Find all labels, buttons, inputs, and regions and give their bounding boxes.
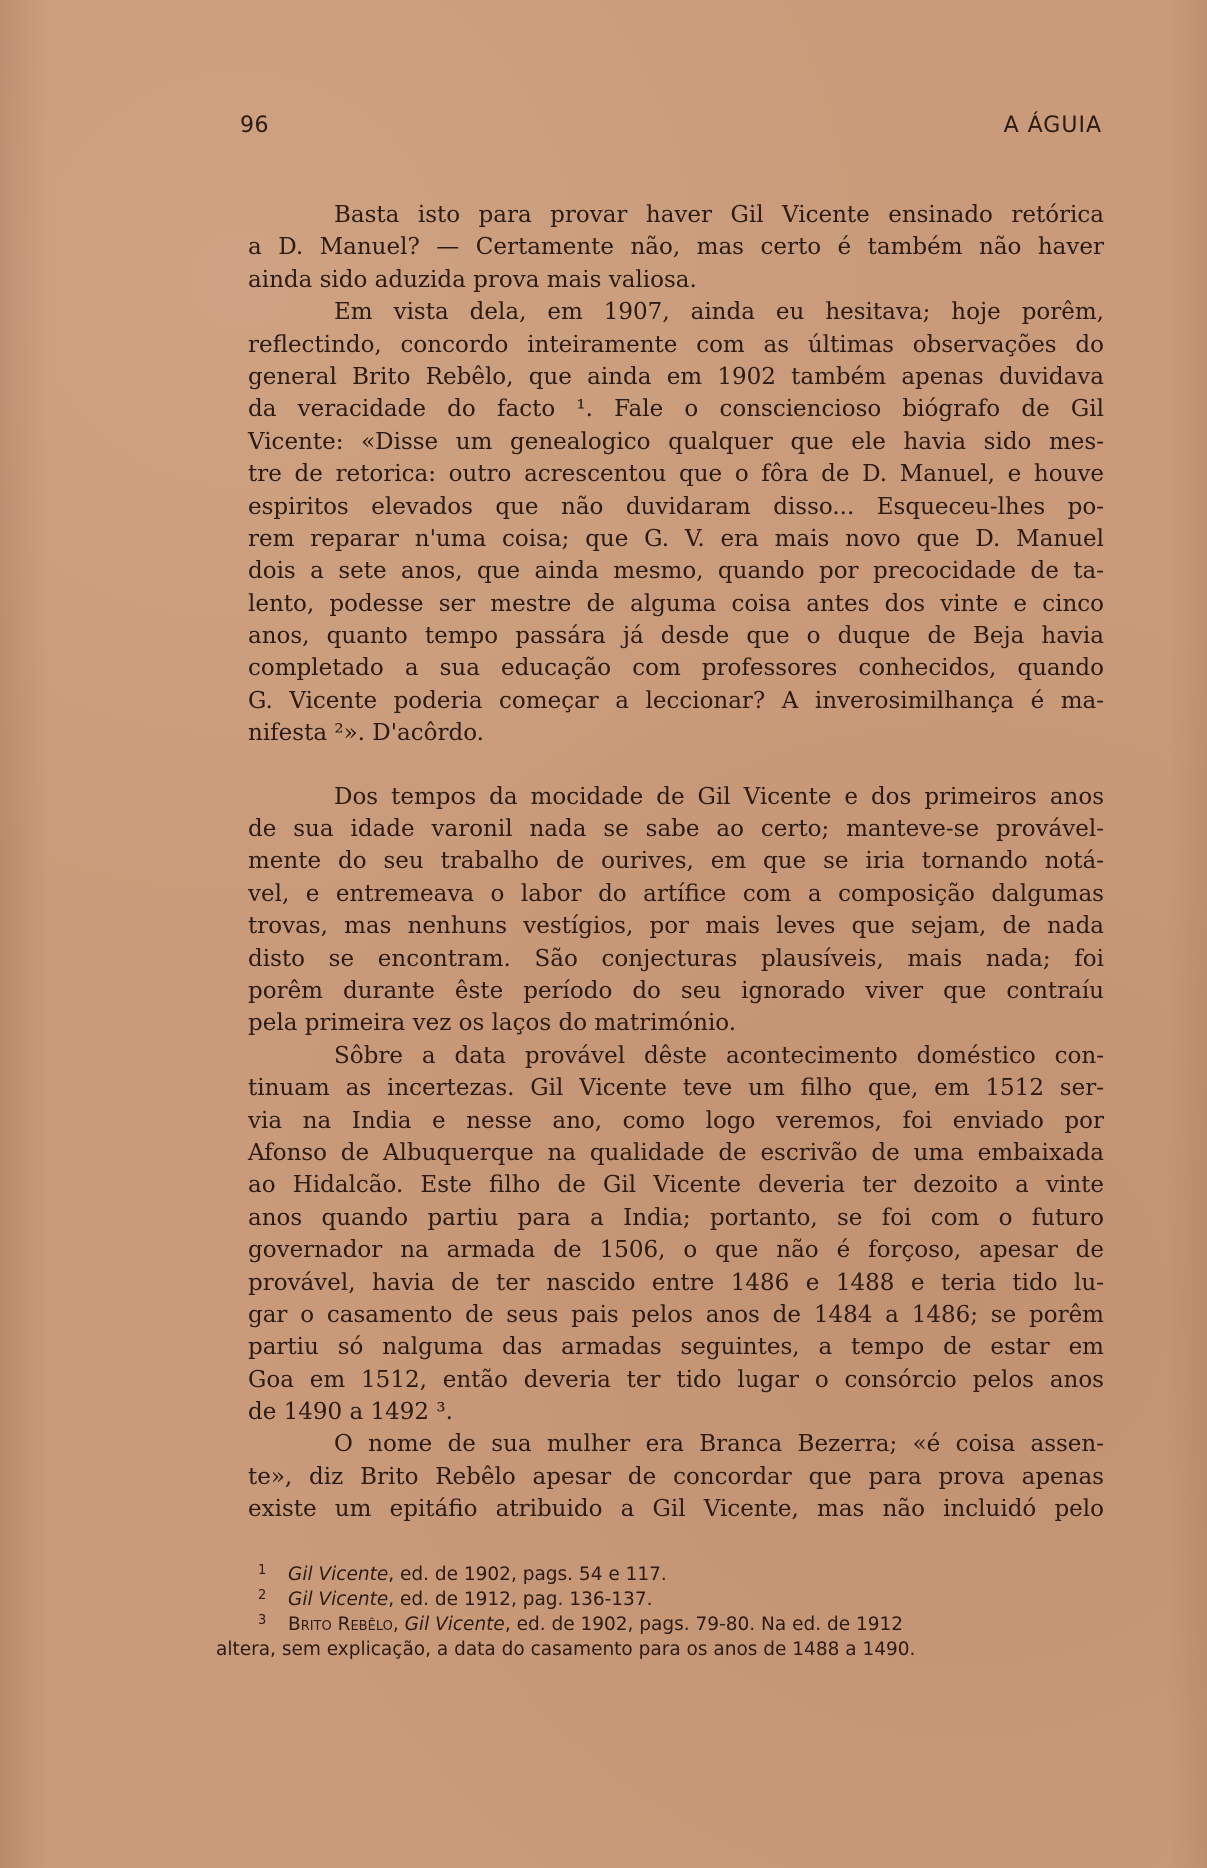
text-line: Dos tempos da mocidade de Gil Vicente e dos primeiros anos [334, 783, 1104, 810]
paragraph-gap [248, 750, 1104, 781]
footnote-title: Gil Vicente [288, 1564, 389, 1585]
text-line: pela primeira vez os laços do matrimónio. [248, 1010, 737, 1037]
text-line: O nome de sua mulher era Branca Bezerra; «é coisa assen- [334, 1431, 1104, 1458]
footnote-title: Gil Vicente [288, 1589, 389, 1610]
text-line: te», diz Brito Rebêlo apesar de concordar que para prova apenas [248, 1463, 1104, 1490]
text-line: anos quando partiu para a India; portanto, se foi com o futuro [248, 1204, 1104, 1231]
footnote-mark: 3 [258, 1613, 267, 1628]
text-line: existe um epitáfio atribuido a Gil Vicente, mas não incluidó pelo [248, 1496, 1104, 1523]
footnote-text: , ed. de 1902, pags. 79-80. Na ed. de 1912 [504, 1614, 904, 1635]
text-line: dois a sete anos, que ainda mesmo, quando por precocidade de ta- [248, 558, 1104, 585]
text-line: lento, podesse ser mestre de alguma coisa antes dos vinte e cinco [248, 590, 1104, 617]
text-line: governador na armada de 1506, o que não é forçoso, apesar de [248, 1237, 1104, 1264]
text-line: mente do seu trabalho de ourives, em que se iria tornando notá- [248, 848, 1104, 875]
text-line: reflectindo, concordo inteiramente com as últimas observações do [248, 331, 1104, 358]
text-line: G. Vicente poderia começar a leccionar? A inverosimilhança é ma- [248, 687, 1104, 714]
footnote-2 [258, 1587, 1116, 1612]
text-line: rem reparar n'uma coisa; que G. V. era mais novo que D. Manuel [248, 525, 1104, 552]
text-line: a D. Manuel? — Certamente não, mas certo é também não haver [248, 234, 1104, 261]
text-line: via na India e nesse ano, como logo veremos, foi enviado por [248, 1107, 1104, 1134]
text-line: Em vista dela, em 1907, ainda eu hesitava; hoje porêm, [334, 299, 1104, 326]
text-line: anos, quanto tempo passára já desde que o duque de Beja havia [248, 623, 1104, 650]
journal-title: A ÁGUIA [1003, 113, 1102, 138]
text-line: ao Hidalcão. Este filho de Gil Vicente deveria ter dezoito a vinte [248, 1172, 1104, 1199]
text-line: vel, e entremeava o labor do artífice com a composição dalgumas [248, 880, 1104, 907]
footnote-author: Brito Rebêlo [288, 1614, 393, 1635]
footnote-1 [258, 1562, 1116, 1587]
text-line: general Brito Rebêlo, que ainda em 1902 também apenas duvidava [248, 363, 1104, 390]
footnote-3-continuation: altera, sem explicação, a data do casamento para os anos de 1488 a 1490. [216, 1639, 916, 1660]
text-line: porêm durante êste período do seu ignorado viver que contraíu [248, 977, 1104, 1004]
running-head [240, 113, 1102, 143]
footnote-text: , ed. de 1912, pag. 136-137. [388, 1589, 653, 1610]
page-number: 96 [240, 113, 269, 138]
text-line: trovas, mas nenhuns vestígios, por mais leves que sejam, de nada [248, 913, 1104, 940]
footnote-mark: 2 [258, 1588, 267, 1603]
text-line: Basta isto para provar haver Gil Vicente ensinado retórica [334, 202, 1104, 228]
text-line: gar o casamento de seus pais pelos anos de 1484 a 1486; se porêm [248, 1301, 1104, 1328]
footnotes [216, 1562, 1116, 1662]
text-line: espiritos elevados que não duvidaram disso... Esqueceu-lhes po- [248, 493, 1104, 520]
text-line: ainda sido aduzida prova mais valiosa. [248, 266, 697, 293]
text-line: provável, havia de ter nascido entre 1486 e 1488 e teria tido lu- [248, 1269, 1104, 1296]
footnote-3: 3 Brito Rebêlo, Gil Vicente, ed. de 1902, pags. 79-80. Na ed. de 1912 [258, 1613, 904, 1635]
footnote-mark: 1 [258, 1563, 267, 1578]
text-line: tinuam as incertezas. Gil Vicente teve um filho que, em 1512 ser- [248, 1075, 1104, 1102]
text-line: nifesta ²». D'acôrdo. [248, 720, 484, 747]
body-text [248, 199, 1104, 1526]
text-line: disto se encontram. São conjecturas plausíveis, mais nada; foi [248, 945, 1104, 972]
text-line: completado a sua educação com professores conhecidos, quando [248, 655, 1104, 682]
text-line: de 1490 a 1492 ³. [248, 1399, 453, 1426]
text-line: de sua idade varonil nada se sabe ao certo; manteve-se provável- [248, 816, 1104, 843]
text-line: tre de retorica: outro acrescentou que o fôra de D. Manuel, e houve [248, 461, 1104, 488]
text-line: partiu só nalguma das armadas seguintes, a tempo de estar em [248, 1334, 1104, 1361]
footnote-text: , ed. de 1902, pags. 54 e 117. [388, 1564, 667, 1585]
text-line: da veracidade do facto ¹. Fale o consciencioso biógrafo de Gil [248, 396, 1104, 423]
text-line: Sôbre a data provável dêste acontecimento doméstico con- [334, 1042, 1104, 1069]
text-line: Goa em 1512, então deveria ter tido lugar o consórcio pelos anos [248, 1366, 1104, 1393]
text-line: Vicente: «Disse um genealogico qualquer que ele havia sido mes- [248, 428, 1104, 455]
footnote-title: Gil Vicente [404, 1614, 505, 1635]
text-line: Afonso de Albuquerque na qualidade de escrivão de uma embaixada [248, 1139, 1104, 1166]
